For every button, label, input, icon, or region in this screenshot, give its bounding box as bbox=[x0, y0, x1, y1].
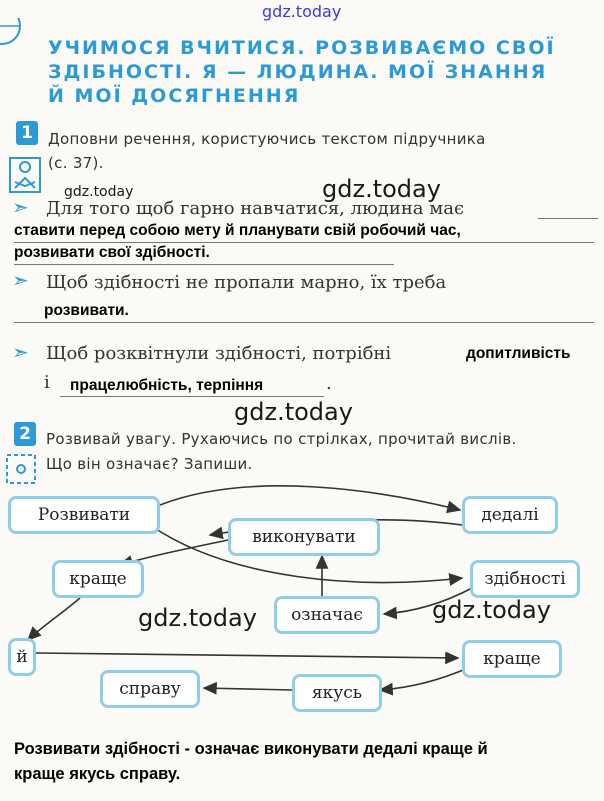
task1-instruction-2: (с. 37). bbox=[48, 154, 104, 172]
task1-instruction-1: Доповни речення, користуючись текстом підручника bbox=[48, 130, 486, 148]
word-box-yakus: якусь bbox=[292, 674, 382, 712]
bullet-arrow-icon: ➣ bbox=[12, 195, 29, 219]
word-box-dedali: дедалі bbox=[462, 496, 558, 534]
sentence-3-answer-b: працелюбність, терпіння bbox=[70, 377, 264, 394]
bullet-arrow-icon: ➣ bbox=[12, 268, 29, 292]
word-box-zdibnosti: здібності bbox=[470, 560, 580, 598]
word-box-oznachaie: означає bbox=[274, 596, 380, 634]
title-line-3: Й МОЇ ДОСЯГНЕННЯ bbox=[48, 85, 301, 107]
watermark: gdz.today bbox=[234, 398, 353, 426]
sentence-1-start: Для того щоб гарно навчатися, людина має bbox=[46, 198, 465, 219]
word-box-krashche-1: краще bbox=[52, 560, 144, 598]
sentence-2-start: Щоб здібності не пропали марно, їх треба bbox=[46, 272, 447, 293]
word-box-y: й bbox=[8, 638, 36, 676]
watermark: gdz.today bbox=[64, 184, 134, 200]
sentence-3-conj: і bbox=[44, 372, 50, 393]
sentence-2-answer: розвивати. bbox=[44, 302, 129, 319]
answer-line-2: краще якусь справу. bbox=[14, 765, 181, 783]
title-line-1: УЧИМОСЯ ВЧИТИСЯ. РОЗВИВАЄМО СВОЇ bbox=[48, 37, 556, 59]
word-box-krashche-2: краще bbox=[462, 640, 562, 678]
watermark-top: gdz.today bbox=[262, 2, 342, 21]
watermark: gdz.today bbox=[322, 175, 441, 203]
sentence-1-answer-2: розвивати свої здібності. bbox=[14, 244, 210, 261]
title-line-2: ЗДІБНОСТІ. Я — ЛЮДИНА. МОЇ ЗНАННЯ bbox=[48, 61, 548, 83]
word-box-spravu: справу bbox=[100, 670, 200, 708]
word-box-rozvyvaty: Розвивати bbox=[8, 496, 160, 534]
task2-instruction-1: Розвивай увагу. Рухаючись по стрілках, прочитай вислів. bbox=[46, 430, 517, 448]
arrow-krashche2-yakus bbox=[380, 668, 468, 690]
sentence-3-answer-a: допитливість bbox=[466, 345, 571, 362]
word-box-vykonuvaty: виконувати bbox=[228, 518, 380, 556]
sentence-1-answer-1: ставити перед собою мету й планувати свій робочий час, bbox=[14, 222, 461, 239]
arrow-y-krashche2 bbox=[36, 653, 458, 658]
bullet-arrow-icon: ➣ bbox=[12, 340, 29, 364]
task2-instruction-2: Що він означає? Запиши. bbox=[46, 455, 253, 473]
watermark: gdz.today bbox=[138, 604, 257, 632]
sentence-3-start: Щоб розквітнули здібності, потрібні bbox=[46, 343, 392, 364]
task-number-1: 1 bbox=[16, 121, 38, 145]
sentence-3-end: . bbox=[326, 373, 332, 394]
arrow-rozvyvaty-dedali bbox=[160, 486, 460, 510]
task-number-2: 2 bbox=[14, 422, 36, 446]
watermark: gdz.today bbox=[432, 596, 551, 624]
answer-line-1: Розвивати здібності - означає виконувати дедалі краще й bbox=[14, 740, 488, 758]
arrow-krashche-y bbox=[28, 598, 80, 640]
arrow-yakus-spravu bbox=[204, 688, 292, 690]
